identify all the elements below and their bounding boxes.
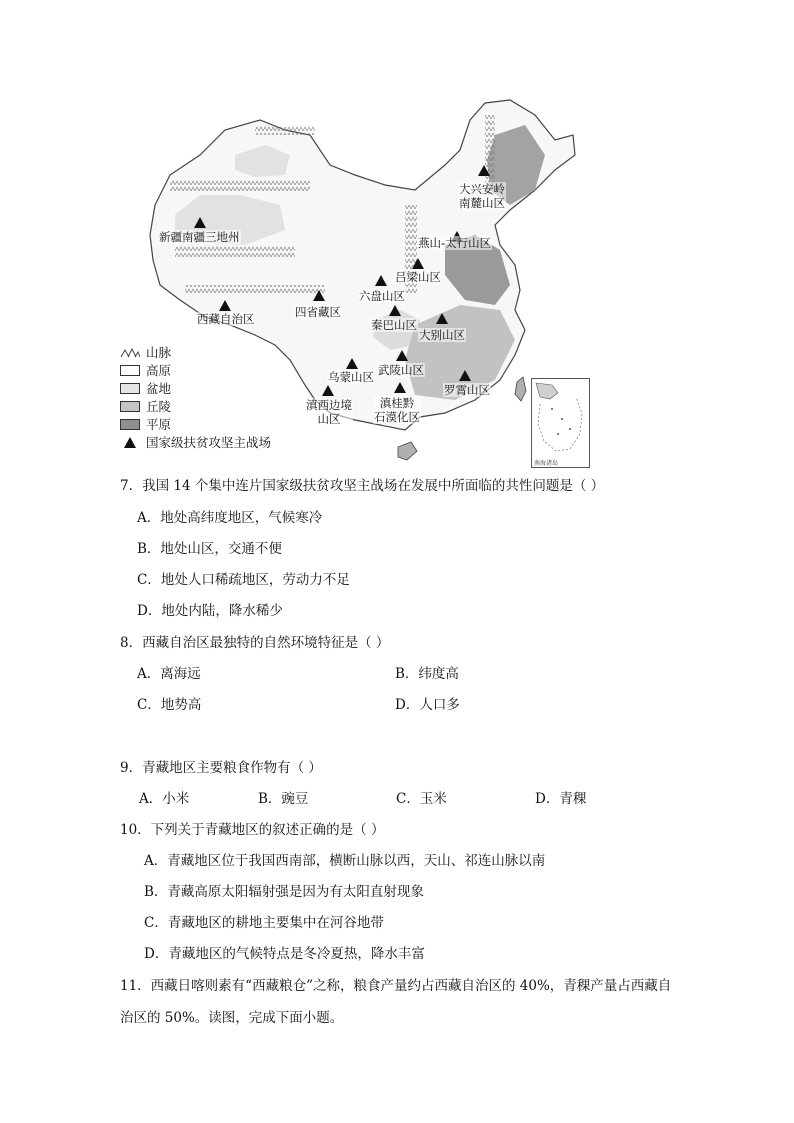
q7-option-b[interactable]: B．地处山区，交通不便 xyxy=(137,541,282,557)
label-luoxiao: 罗霄山区 xyxy=(444,383,490,397)
q10-option-b[interactable]: B．青藏高原太阳辐射强是因为有太阳直射现象 xyxy=(144,884,424,900)
label-xinjiang: 新疆南疆三地州 xyxy=(159,230,240,244)
legend-label: 盆地 xyxy=(146,381,172,396)
hainan-island xyxy=(398,442,417,460)
label-wumeng: 乌蒙山区 xyxy=(328,370,374,384)
q8-option-c[interactable]: C．地势高 xyxy=(137,697,202,713)
label-yanshan: 燕山-太行山区 xyxy=(418,236,492,250)
q9-option-d[interactable]: D．青稞 xyxy=(535,791,587,807)
label-qinba: 秦巴山区 xyxy=(371,318,417,332)
swatch-plateau xyxy=(120,365,140,376)
taiwan-island xyxy=(515,377,526,401)
inset-map xyxy=(532,379,589,457)
legend-label: 丘陵 xyxy=(146,399,172,414)
label-sisheng: 四省藏区 xyxy=(295,305,341,319)
q7-stem: 7．我国 14 个集中连片国家级扶贫攻坚主战场在发展中所面临的共性问题是（ ） xyxy=(120,478,605,494)
swatch-hills xyxy=(120,401,140,412)
q11-stem-line1: 11．西藏日喀则素有“西藏粮仓”之称，粮食产量约占西藏自治区的 40%，青稞产量占西藏自 xyxy=(120,978,672,994)
legend-row-hills xyxy=(120,397,271,415)
legend-label: 高原 xyxy=(146,363,172,378)
inset-caption: 南海诸岛 xyxy=(534,460,559,467)
q9-option-b[interactable]: B．豌豆 xyxy=(258,791,309,807)
q8-option-b[interactable]: B．纬度高 xyxy=(395,666,459,682)
legend-row-mountain xyxy=(120,343,271,361)
label-wuling: 武陵山区 xyxy=(378,363,424,377)
q9-stem: 9．青藏地区主要粮食作物有（ ） xyxy=(120,760,322,776)
label-dabie: 大别山区 xyxy=(419,328,465,342)
label-daxinganling: 大兴安岭 南麓山区 xyxy=(459,182,505,210)
q7-option-a[interactable]: A．地处高纬度地区，气候寒冷 xyxy=(137,510,323,526)
q9-option-a[interactable]: A．小米 xyxy=(139,791,190,807)
q7-option-d[interactable]: D．地处内陆，降水稀少 xyxy=(137,603,283,619)
swatch-basin xyxy=(120,383,140,394)
q11-stem-line2: 治区的 50%。读图，完成下面小题。 xyxy=(120,1010,344,1026)
legend-row-poverty xyxy=(120,433,271,451)
q10-stem: 10．下列关于青藏地区的叙述正确的是（ ） xyxy=(120,822,385,838)
label-dianguiqian: 滇桂黔 石漠化区 xyxy=(374,396,420,424)
mountain-icon xyxy=(120,347,140,358)
q8-option-d[interactable]: D．人口多 xyxy=(395,697,460,713)
q8-stem: 8．西藏自治区最独特的自然环境特征是（ ） xyxy=(120,635,390,651)
q10-option-a[interactable]: A．青藏地区位于我国西南部，横断山脉以西，天山、祁连山脉以南 xyxy=(144,853,546,869)
q8-option-a[interactable]: A．离海远 xyxy=(137,666,201,682)
map-legend xyxy=(120,343,271,451)
label-dianxi: 滇西边境 山区 xyxy=(306,398,352,426)
q9-option-c[interactable]: C．玉米 xyxy=(396,791,447,807)
q10-option-d[interactable]: D．青藏地区的气候特点是冬冷夏热，降水丰富 xyxy=(144,946,425,962)
triangle-icon xyxy=(124,437,136,448)
q7-option-c[interactable]: C．地处人口稀疏地区，劳动力不足 xyxy=(137,572,350,588)
q10-option-c[interactable]: C．青藏地区的耕地主要集中在河谷地带 xyxy=(144,915,384,931)
label-lvliang: 吕梁山区 xyxy=(395,270,441,284)
label-xizang: 西藏自治区 xyxy=(197,312,255,326)
south-china-sea-inset xyxy=(531,378,590,468)
legend-label: 平原 xyxy=(146,417,172,432)
legend-label: 国家级扶贫攻坚主战场 xyxy=(146,435,272,450)
legend-row-basin xyxy=(120,379,271,397)
legend-row-plateau xyxy=(120,361,271,379)
label-liupan: 六盘山区 xyxy=(359,289,405,303)
legend-label: 山脉 xyxy=(146,345,172,360)
legend-row-plain xyxy=(120,415,271,433)
swatch-plain xyxy=(120,419,140,430)
